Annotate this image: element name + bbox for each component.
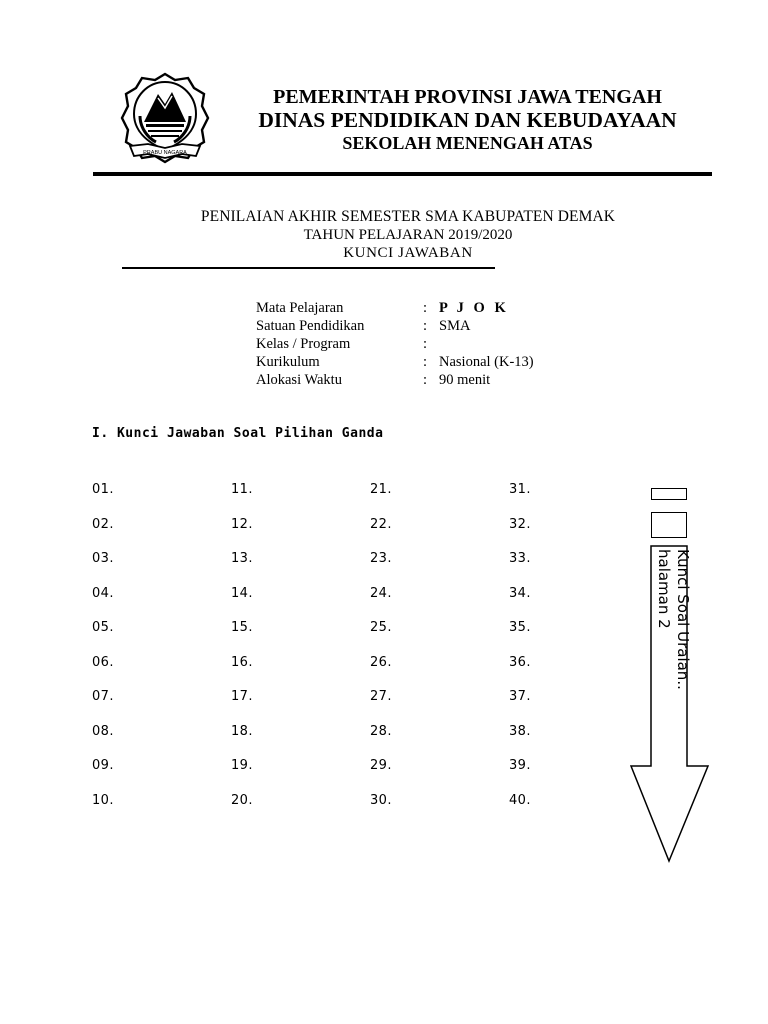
answer-number: 31.	[509, 482, 531, 497]
info-colon: :	[423, 372, 428, 388]
answer-number: 38.	[509, 723, 531, 739]
answer-number: 19.	[231, 758, 253, 773]
answer-number: 20.	[231, 792, 253, 808]
answer-number: 07.	[92, 689, 114, 704]
answer-number: 29.	[370, 758, 392, 773]
answer-number: 25.	[370, 620, 392, 635]
info-colon: :	[423, 354, 428, 370]
answer-number: 05.	[92, 620, 114, 635]
info-label: Satuan Pendidikan	[256, 318, 365, 334]
answer-number: 18.	[231, 723, 253, 739]
answer-number: 11.	[231, 482, 253, 497]
info-label: Mata Pelajaran	[256, 300, 344, 316]
answer-number: 35.	[509, 620, 531, 635]
info-label: Kelas / Program	[256, 336, 351, 352]
info-value-subject: P J O K	[439, 300, 509, 316]
info-label: Kurikulum	[256, 354, 320, 370]
arrow-text-line-1: Kunci Soal Uraian..	[674, 549, 692, 690]
header-line-3: SEKOLAH MENENGAH ATAS	[342, 133, 593, 153]
answer-number: 40.	[509, 792, 531, 808]
answer-number: 09.	[92, 758, 114, 773]
info-colon: :	[423, 300, 428, 316]
answer-number: 39.	[509, 758, 531, 773]
marker-box	[651, 512, 687, 538]
answer-number: 32.	[509, 516, 531, 532]
section-heading: I. Kunci Jawaban Soal Pilihan Ganda	[92, 426, 384, 441]
answer-number: 14.	[231, 585, 253, 601]
answer-number: 28.	[370, 723, 392, 739]
answer-number: 23.	[370, 551, 392, 566]
academic-year: TAHUN PELAJARAN 2019/2020	[303, 227, 513, 243]
info-label: Alokasi Waktu	[256, 372, 342, 388]
answer-number: 08.	[92, 723, 114, 739]
answer-number: 15.	[231, 620, 253, 635]
answer-number: 26.	[370, 654, 392, 670]
header-divider	[93, 172, 712, 176]
info-colon: :	[423, 336, 428, 352]
header-line-1: PEMERINTAH PROVINSI JAWA TENGAH	[273, 86, 662, 108]
header-line-2: DINAS PENDIDIKAN DAN KEBUDAYAAN	[258, 108, 677, 132]
logo-ribbon-text: PRABU NAGARA	[143, 150, 187, 156]
answer-number: 33.	[509, 551, 531, 566]
answer-number: 21.	[370, 482, 392, 497]
answer-number: 37.	[509, 689, 531, 704]
arrow-callout-text	[632, 549, 692, 779]
info-value-unit: SMA	[439, 318, 471, 334]
answer-number: 34.	[509, 585, 531, 601]
info-colon: :	[423, 318, 428, 334]
answer-number: 36.	[509, 654, 531, 670]
answer-number: 02.	[92, 516, 114, 532]
answer-key-title: KUNCI JAWABAN	[343, 245, 473, 261]
jawa-tengah-emblem-icon	[118, 70, 212, 166]
info-value-duration: 90 menit	[439, 372, 491, 388]
answer-number: 16.	[231, 654, 253, 670]
answer-number: 01.	[92, 482, 114, 497]
answer-number: 30.	[370, 792, 392, 808]
answer-number: 27.	[370, 689, 392, 704]
answer-number: 13.	[231, 551, 253, 566]
answer-number: 03.	[92, 551, 114, 566]
title-divider	[122, 267, 495, 269]
answer-number: 04.	[92, 585, 114, 601]
marker-box	[651, 488, 687, 500]
arrow-text-line-2: halaman 2	[655, 549, 673, 629]
answer-number: 24.	[370, 585, 392, 601]
answer-number: 10.	[92, 792, 114, 808]
info-value-curriculum: Nasional (K-13)	[439, 354, 534, 370]
exam-title: PENILAIAN AKHIR SEMESTER SMA KABUPATEN DEMAK	[200, 208, 616, 225]
answer-number: 17.	[231, 689, 253, 704]
answer-number: 22.	[370, 516, 392, 532]
answer-number: 06.	[92, 654, 114, 670]
answer-number: 12.	[231, 516, 253, 532]
